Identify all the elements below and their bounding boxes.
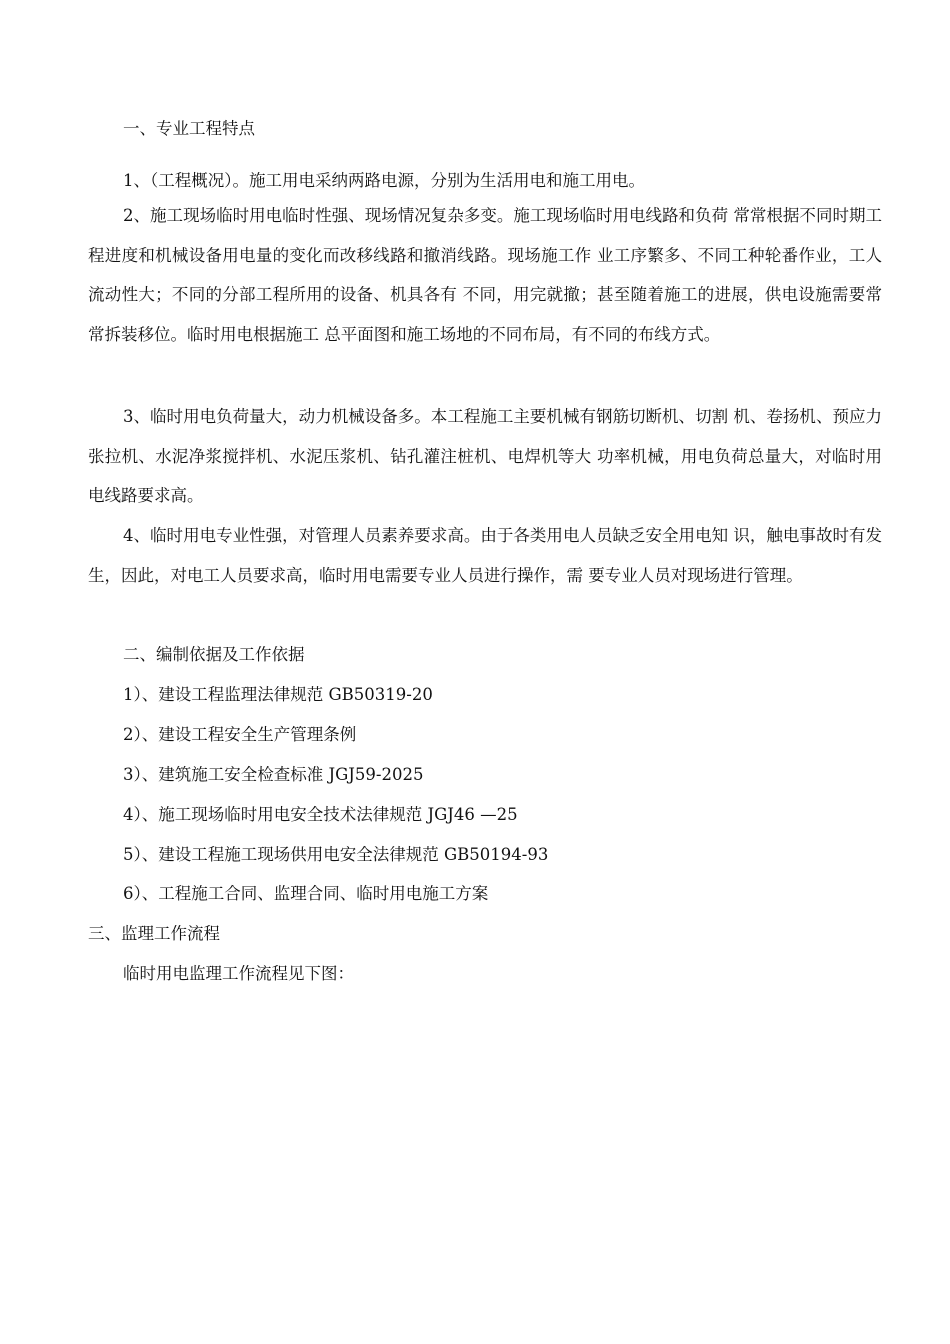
- section1-heading: 一、专业工程特点: [123, 119, 255, 138]
- basis-item-4: 4）、施工现场临时用电安全技术法律规范 JGJ46 —25: [123, 805, 518, 824]
- section3-text: 临时用电监理工作流程见下图：: [123, 964, 354, 983]
- basis-item-5: 5）、建设工程施工现场供用电安全法律规范 GB50194-93: [123, 845, 549, 864]
- section2-heading: 二、编制依据及工作依据: [123, 645, 305, 664]
- section1-paragraph-4: 4、临时用电专业性强，对管理人员素养要求高。由于各类用电人员缺乏安全用电知 识，触电事故时有发生，因此，对电工人员要求高，临时用电需要专业人员进行操作，需 要专业人员对现场进行管理。: [88, 526, 882, 585]
- basis-item-3: 3）、建筑施工安全检查标准 JGJ59-2025: [123, 765, 424, 784]
- basis-item-1: 1）、建设工程监理法律规范 GB50319-20: [123, 685, 433, 704]
- section1-paragraph-3: 3、临时用电负荷量大，动力机械设备多。本工程施工主要机械有钢筋切断机、切割 机、卷扬机、预应力张拉机、水泥净浆搅拌机、水泥压浆机、钻孔灌注桩机、电焊机等大 功率机械，用电负荷总量大，对临时用电线路要求高。: [88, 407, 882, 505]
- basis-item-6: 6）、工程施工合同、监理合同、临时用电施工方案: [123, 884, 489, 903]
- section1-paragraph-2: 2、施工现场临时用电临时性强、现场情况复杂多变。施工现场临时用电线路和负荷 常常根据不同时期工程进度和机械设备用电量的变化而改移线路和撤消线路。现场施工作 业工序繁多、不同工种轮番作业，工人流动性大；不同的分部工程所用的设备、机具各有 不同，用完就撤；甚至随着施工的进展，供电设施需要常常拆装移位。临时用电根据施工 总平面图和施工场地的不同布局，有不同的布线方式。: [88, 206, 882, 344]
- basis-item-2: 2）、建设工程安全生产管理条例: [123, 725, 357, 744]
- section3-heading: 三、监理工作流程: [88, 924, 220, 943]
- section1-paragraph-1: 1、（工程概况）。施工用电采纳两路电源，分别为生活用电和施工用电。: [123, 171, 645, 190]
